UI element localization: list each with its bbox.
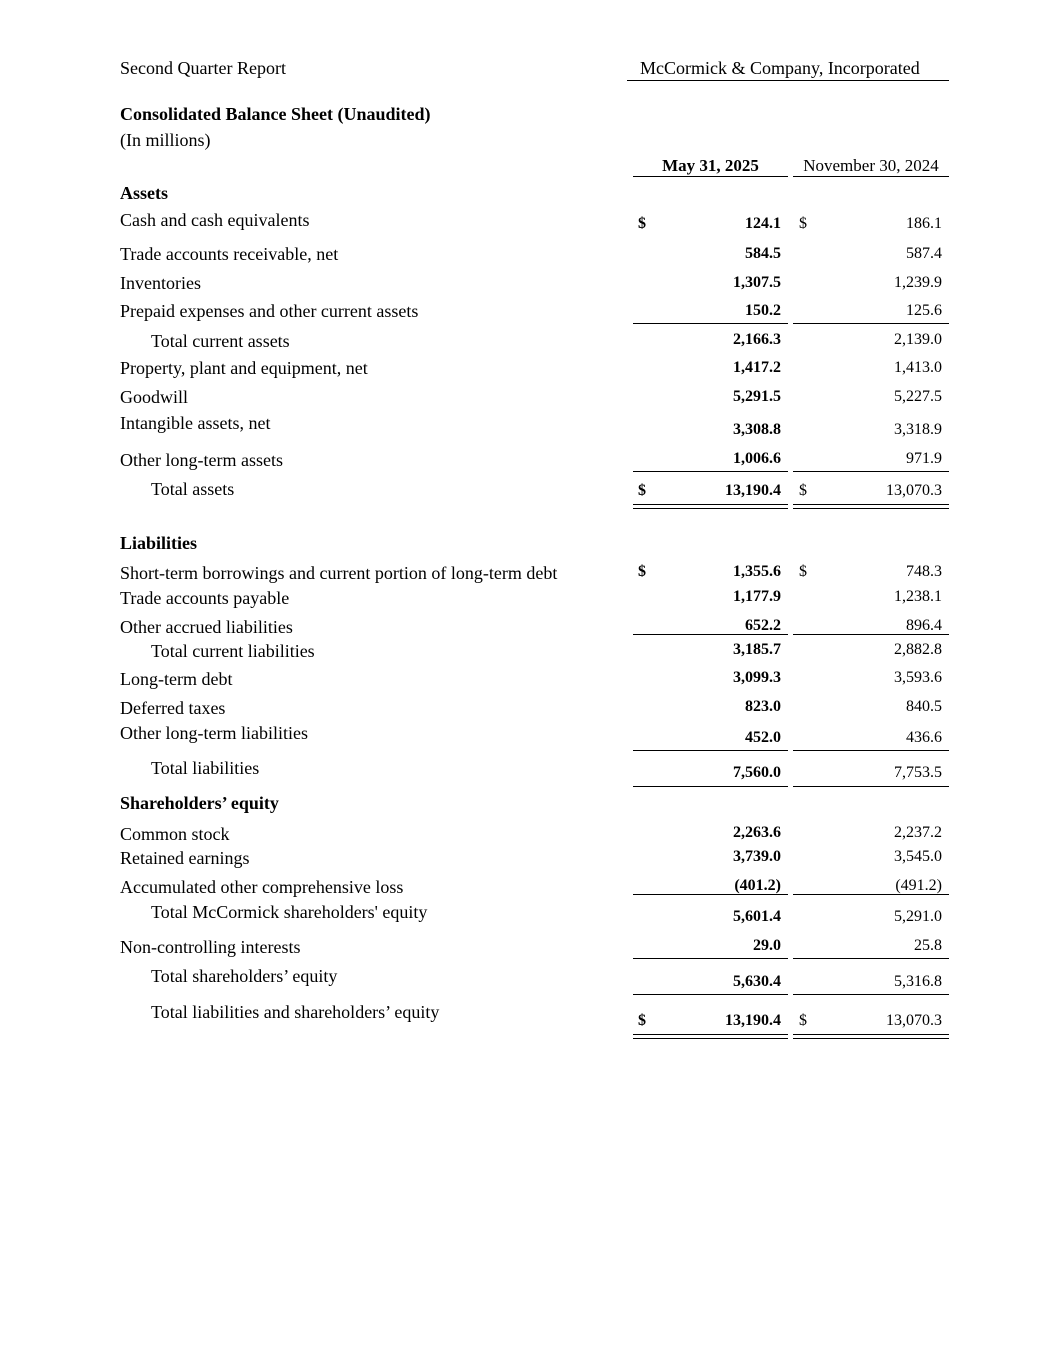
value-prior: 896.4 bbox=[906, 617, 942, 634]
value-prior: 748.3 bbox=[906, 563, 942, 580]
row-label: Accumulated other comprehensive loss bbox=[120, 877, 404, 897]
row-label: Trade accounts payable bbox=[120, 588, 290, 608]
value-prior: 186.1 bbox=[906, 215, 942, 232]
value-current: 3,739.0 bbox=[733, 848, 781, 865]
section-equity: Shareholders’ equity bbox=[120, 793, 279, 813]
value-prior: 13,070.3 bbox=[886, 1012, 942, 1029]
value-prior: 2,139.0 bbox=[894, 331, 942, 348]
value-current: 3,308.8 bbox=[733, 421, 781, 438]
subtotal-rule bbox=[793, 750, 949, 751]
column-header-current: May 31, 2025 bbox=[662, 156, 759, 175]
value-current: 2,166.3 bbox=[733, 331, 781, 348]
value-current: 3,099.3 bbox=[733, 669, 781, 686]
row-label: Retained earnings bbox=[120, 848, 250, 868]
value-prior: 971.9 bbox=[906, 450, 942, 467]
column-header-rule bbox=[793, 176, 949, 177]
row-label: Trade accounts receivable, net bbox=[120, 244, 339, 264]
value-prior: 5,316.8 bbox=[894, 973, 942, 990]
value-current: 1,355.6 bbox=[733, 563, 781, 580]
row-label: Total McCormick shareholders' equity bbox=[151, 902, 428, 922]
section-liabilities: Liabilities bbox=[120, 533, 198, 553]
row-label: Other accrued liabilities bbox=[120, 617, 293, 637]
value-prior: 2,882.8 bbox=[894, 641, 942, 658]
value-current: 5,601.4 bbox=[733, 908, 781, 925]
column-header-rule bbox=[633, 176, 788, 177]
total-double-rule bbox=[793, 1034, 949, 1039]
value-prior: 1,413.0 bbox=[894, 359, 942, 376]
row-label: Other long-term liabilities bbox=[120, 723, 308, 743]
subtotal-rule bbox=[793, 786, 949, 787]
row-label: Other long-term assets bbox=[120, 450, 283, 470]
value-prior: 7,753.5 bbox=[894, 764, 942, 781]
currency-symbol-current: $ bbox=[638, 563, 646, 580]
row-label: Cash and cash equivalents bbox=[120, 210, 310, 230]
currency-symbol-current: $ bbox=[638, 215, 646, 232]
value-current: 3,185.7 bbox=[733, 641, 781, 658]
value-current: 29.0 bbox=[753, 937, 781, 954]
total-double-rule bbox=[633, 1034, 788, 1039]
value-current: 7,560.0 bbox=[733, 764, 781, 781]
value-prior: 840.5 bbox=[906, 698, 942, 715]
row-label: Common stock bbox=[120, 824, 230, 844]
value-prior: 5,227.5 bbox=[894, 388, 942, 405]
company-name: McCormick & Company, Incorporated bbox=[640, 58, 920, 78]
total-double-rule bbox=[793, 504, 949, 509]
subtotal-rule bbox=[793, 994, 949, 995]
value-prior: 3,593.6 bbox=[894, 669, 942, 686]
subtotal-rule bbox=[633, 750, 788, 751]
subtotal-rule bbox=[633, 994, 788, 995]
row-label: Deferred taxes bbox=[120, 698, 226, 718]
statement-title: Consolidated Balance Sheet (Unaudited) bbox=[120, 104, 431, 124]
value-prior: 25.8 bbox=[914, 937, 942, 954]
value-current: 1,006.6 bbox=[733, 450, 781, 467]
value-current: 584.5 bbox=[745, 245, 781, 262]
currency-symbol-prior: $ bbox=[799, 215, 807, 232]
subtotal-rule bbox=[633, 958, 788, 959]
value-current: 5,630.4 bbox=[733, 973, 781, 990]
value-prior: 1,239.9 bbox=[894, 274, 942, 291]
currency-symbol-prior: $ bbox=[799, 563, 807, 580]
value-current: 124.1 bbox=[745, 215, 781, 232]
row-label: Total current liabilities bbox=[151, 641, 315, 661]
subtotal-rule bbox=[633, 786, 788, 787]
value-prior: (491.2) bbox=[895, 877, 942, 894]
currency-symbol-prior: $ bbox=[799, 1012, 807, 1029]
row-label: Goodwill bbox=[120, 387, 189, 407]
column-header-prior: November 30, 2024 bbox=[803, 156, 939, 175]
row-label: Total liabilities and shareholders’ equity bbox=[151, 1002, 440, 1022]
row-label: Short-term borrowings and current portion of long-term debt bbox=[120, 563, 558, 583]
value-prior: 2,237.2 bbox=[894, 824, 942, 841]
value-current: 1,307.5 bbox=[733, 274, 781, 291]
row-label: Total current assets bbox=[151, 331, 290, 351]
subtotal-rule bbox=[793, 894, 949, 895]
row-label: Non-controlling interests bbox=[120, 937, 301, 957]
value-prior: 436.6 bbox=[906, 729, 942, 746]
currency-symbol-prior: $ bbox=[799, 482, 807, 499]
value-prior: 3,545.0 bbox=[894, 848, 942, 865]
header-rule bbox=[627, 80, 949, 81]
row-label: Inventories bbox=[120, 273, 201, 293]
subtotal-rule bbox=[633, 471, 788, 472]
subtotal-rule bbox=[633, 323, 788, 324]
subtotal-rule bbox=[633, 894, 788, 895]
value-current: 1,177.9 bbox=[733, 588, 781, 605]
value-current: 150.2 bbox=[745, 302, 781, 319]
subtotal-rule bbox=[793, 323, 949, 324]
value-current: 652.2 bbox=[745, 617, 781, 634]
value-current: 13,190.4 bbox=[725, 1012, 781, 1029]
value-prior: 5,291.0 bbox=[894, 908, 942, 925]
value-current: (401.2) bbox=[734, 877, 781, 894]
value-current: 1,417.2 bbox=[733, 359, 781, 376]
subtotal-rule bbox=[793, 634, 949, 635]
row-label: Total assets bbox=[151, 479, 235, 499]
row-label: Long-term debt bbox=[120, 669, 233, 689]
value-prior: 125.6 bbox=[906, 302, 942, 319]
value-prior: 13,070.3 bbox=[886, 482, 942, 499]
report-name: Second Quarter Report bbox=[120, 58, 286, 78]
row-label: Prepaid expenses and other current assets bbox=[120, 301, 419, 321]
value-current: 5,291.5 bbox=[733, 388, 781, 405]
row-label: Intangible assets, net bbox=[120, 413, 271, 433]
value-current: 452.0 bbox=[745, 729, 781, 746]
value-current: 13,190.4 bbox=[725, 482, 781, 499]
row-label: Total shareholders’ equity bbox=[151, 966, 338, 986]
value-prior: 3,318.9 bbox=[894, 421, 942, 438]
currency-symbol-current: $ bbox=[638, 1012, 646, 1029]
subtotal-rule bbox=[633, 634, 788, 635]
statement-units: (In millions) bbox=[120, 130, 211, 150]
subtotal-rule bbox=[793, 958, 949, 959]
total-double-rule bbox=[633, 504, 788, 509]
section-assets: Assets bbox=[120, 183, 168, 203]
currency-symbol-current: $ bbox=[638, 482, 646, 499]
row-label: Total liabilities bbox=[151, 758, 260, 778]
value-prior: 1,238.1 bbox=[894, 588, 942, 605]
value-prior: 587.4 bbox=[906, 245, 942, 262]
value-current: 2,263.6 bbox=[733, 824, 781, 841]
subtotal-rule bbox=[793, 471, 949, 472]
row-label: Property, plant and equipment, net bbox=[120, 358, 368, 378]
value-current: 823.0 bbox=[745, 698, 781, 715]
